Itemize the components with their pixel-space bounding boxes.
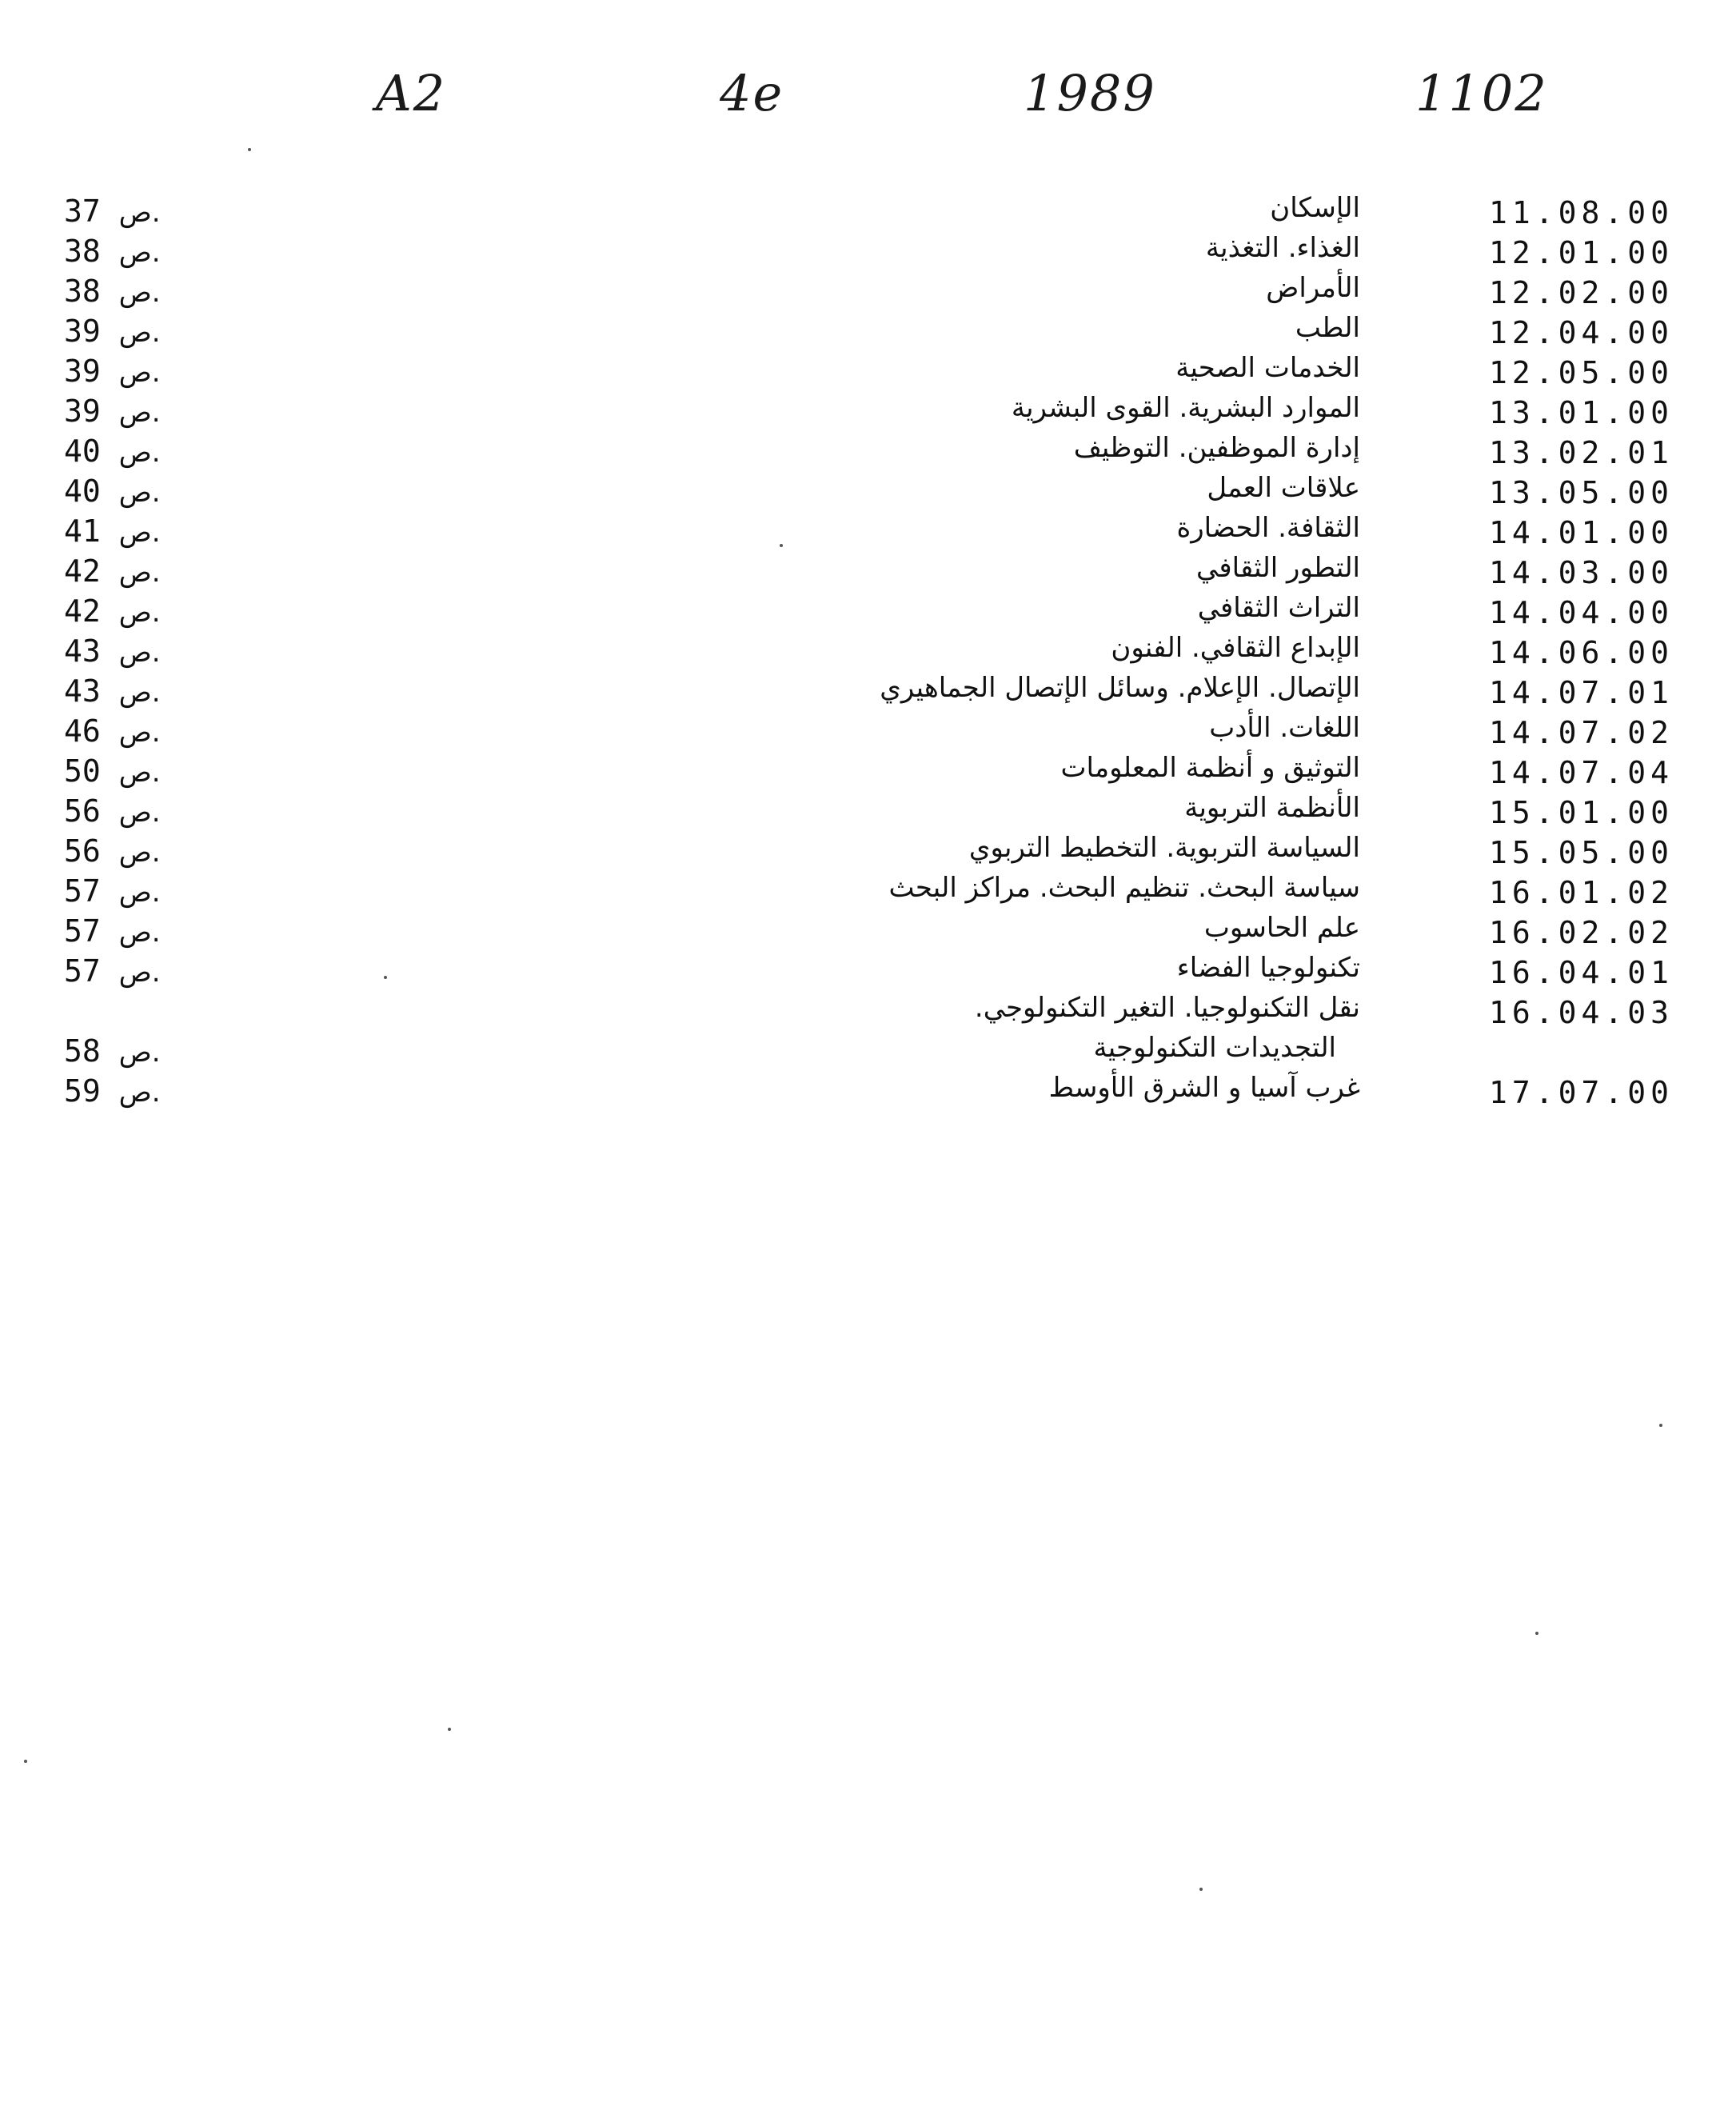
- index-row: [0, 872, 1736, 912]
- page-number: 50: [64, 753, 101, 789]
- page-reference: [64, 953, 161, 989]
- subject-title: الثقافة. الحضارة: [1176, 512, 1360, 544]
- handwritten-year: 1989: [1024, 64, 1156, 122]
- classification-code: 12.01.00: [1489, 235, 1674, 270]
- page-reference: [64, 234, 161, 269]
- index-row: [0, 552, 1736, 592]
- page-number: 40: [64, 474, 101, 509]
- subject-title: تكنولوجيا الفضاء: [1176, 952, 1360, 984]
- page-prefix: ص.: [118, 917, 161, 949]
- index-row: [0, 912, 1736, 952]
- page-number: 46: [64, 713, 101, 749]
- index-row: [0, 192, 1736, 232]
- subject-title: الغذاء. التغذية: [1205, 232, 1360, 264]
- page-reference: [64, 913, 161, 949]
- subject-title: التطور الثقافي: [1196, 552, 1360, 584]
- subject-title: الإسكان: [1270, 192, 1360, 224]
- page-prefix: ص.: [118, 317, 161, 349]
- scan-speck: [248, 148, 251, 151]
- page-prefix: ص.: [118, 637, 161, 669]
- index-list: [0, 192, 1736, 1112]
- classification-code: 13.01.00: [1489, 395, 1674, 430]
- subject-title: التراث الثقافي: [1197, 592, 1360, 624]
- index-row: [0, 712, 1736, 752]
- page-reference: [64, 713, 161, 749]
- subject-title: علاقات العمل: [1207, 472, 1360, 504]
- page-reference: [64, 553, 161, 589]
- classification-code: 12.04.00: [1489, 315, 1674, 350]
- page-prefix: ص.: [118, 797, 161, 829]
- page-reference: [64, 274, 161, 309]
- index-row: [0, 232, 1736, 272]
- page-prefix: ص.: [118, 757, 161, 789]
- page-number: 57: [64, 953, 101, 989]
- page-reference: [64, 673, 161, 709]
- classification-code: 15.01.00: [1489, 795, 1674, 830]
- page-prefix: ص.: [118, 877, 161, 909]
- page-reference: [64, 474, 161, 509]
- classification-code: 14.07.02: [1489, 715, 1674, 750]
- index-row: [0, 1072, 1736, 1112]
- scan-speck: [1199, 1888, 1203, 1891]
- subject-title: الأنظمة التربوية: [1184, 792, 1360, 824]
- subject-title: غرب آسيا و الشرق الأوسط: [1048, 1072, 1360, 1104]
- index-row: [0, 792, 1736, 832]
- index-row: [0, 352, 1736, 392]
- page-prefix: ص.: [118, 1037, 161, 1069]
- index-row: [0, 832, 1736, 872]
- classification-code: 14.06.00: [1489, 635, 1674, 670]
- page-reference: [64, 633, 161, 669]
- page-number: 37: [64, 194, 101, 229]
- page-prefix: ص.: [118, 197, 161, 229]
- classification-code: 14.04.00: [1489, 595, 1674, 630]
- index-row: [0, 472, 1736, 512]
- page-number: 39: [64, 314, 101, 349]
- page-prefix: ص.: [118, 357, 161, 389]
- index-row: [0, 632, 1736, 672]
- page-number: 42: [64, 553, 101, 589]
- page-prefix: ص.: [118, 237, 161, 269]
- subject-title: السياسة التربوية. التخطيط التربوي: [968, 832, 1360, 864]
- page-prefix: ص.: [118, 477, 161, 509]
- index-row: [0, 432, 1736, 472]
- page-prefix: ص.: [118, 677, 161, 709]
- page-prefix: ص.: [118, 557, 161, 589]
- index-row: [0, 952, 1736, 992]
- classification-code: 14.01.00: [1489, 515, 1674, 550]
- classification-code: 16.04.03: [1489, 995, 1674, 1030]
- classification-code: 16.04.01: [1489, 955, 1674, 990]
- classification-code: 12.05.00: [1489, 355, 1674, 390]
- scan-speck: [448, 1728, 451, 1731]
- page-number: 38: [64, 234, 101, 269]
- page-number: 39: [64, 354, 101, 389]
- page-reference: [64, 873, 161, 909]
- page-reference: [64, 1033, 161, 1069]
- page-reference: [64, 434, 161, 469]
- classification-code: 12.02.00: [1489, 275, 1674, 310]
- subject-title: الأمراض: [1266, 272, 1360, 304]
- page-reference: [64, 793, 161, 829]
- page-prefix: ص.: [118, 397, 161, 429]
- subject-title: نقل التكنولوجيا. التغير التكنولوجي.: [974, 992, 1360, 1024]
- page-reference: [64, 753, 161, 789]
- page-reference: [64, 514, 161, 549]
- subject-title: سياسة البحث. تنظيم البحث. مراكز البحث: [888, 872, 1360, 904]
- index-row: [0, 312, 1736, 352]
- index-row: [0, 752, 1736, 792]
- classification-code: 14.03.00: [1489, 555, 1674, 590]
- subject-title: الموارد البشرية. القوى البشرية: [1011, 392, 1360, 424]
- index-row: [0, 672, 1736, 712]
- page-reference: [64, 194, 161, 229]
- page-number: 40: [64, 434, 101, 469]
- page-reference: [64, 354, 161, 389]
- page-prefix: ص.: [118, 957, 161, 989]
- scan-speck: [1535, 1632, 1538, 1635]
- page-number: 39: [64, 394, 101, 429]
- page-prefix: ص.: [118, 277, 161, 309]
- classification-code: 13.05.00: [1489, 475, 1674, 510]
- page-number: 43: [64, 633, 101, 669]
- page-reference: [64, 394, 161, 429]
- scan-speck: [24, 1760, 27, 1763]
- subject-title: الخدمات الصحية: [1175, 352, 1360, 384]
- page-number: 42: [64, 593, 101, 629]
- handwritten-code: 1102: [1415, 64, 1548, 122]
- page-number: 57: [64, 913, 101, 949]
- subject-title: إدارة الموظفين. التوظيف: [1073, 432, 1360, 464]
- index-row: [0, 992, 1736, 1032]
- classification-code: 11.08.00: [1489, 195, 1674, 230]
- classification-code: 16.02.02: [1489, 915, 1674, 950]
- handwritten-mark-a: A2: [376, 64, 447, 122]
- index-row: [0, 272, 1736, 312]
- subject-title: الطب: [1295, 312, 1360, 344]
- index-row: [0, 512, 1736, 552]
- classification-code: 17.07.00: [1489, 1075, 1674, 1110]
- classification-code: 16.01.02: [1489, 875, 1674, 910]
- page-reference: [64, 593, 161, 629]
- scan-speck: [1659, 1424, 1662, 1427]
- subject-title: علم الحاسوب: [1203, 912, 1360, 944]
- page-number: 38: [64, 274, 101, 309]
- subject-title: التجديدات التكنولوجية: [1093, 1032, 1336, 1064]
- page-prefix: ص.: [118, 717, 161, 749]
- subject-title: التوثيق و أنظمة المعلومات: [1060, 752, 1360, 784]
- page-number: 58: [64, 1033, 101, 1069]
- page-prefix: ص.: [118, 437, 161, 469]
- page-number: 43: [64, 673, 101, 709]
- subject-title: الإبداع الثقافي. الفنون: [1111, 632, 1360, 664]
- subject-title: اللغات. الأدب: [1209, 712, 1360, 744]
- page-prefix: ص.: [118, 597, 161, 629]
- page-prefix: ص.: [118, 1077, 161, 1109]
- classification-code: 14.07.01: [1489, 675, 1674, 710]
- page-number: 56: [64, 833, 101, 869]
- page-reference: [64, 1073, 161, 1109]
- page-number: 56: [64, 793, 101, 829]
- index-row: [0, 392, 1736, 432]
- page-prefix: ص.: [118, 837, 161, 869]
- page-number: 59: [64, 1073, 101, 1109]
- scan-speck: [780, 544, 783, 547]
- handwritten-mark-b: 4e: [720, 64, 784, 122]
- classification-code: 13.02.01: [1489, 435, 1674, 470]
- page-number: 41: [64, 514, 101, 549]
- classification-code: 14.07.04: [1489, 755, 1674, 790]
- index-row: [0, 592, 1736, 632]
- page-reference: [64, 833, 161, 869]
- page-number: 57: [64, 873, 101, 909]
- classification-code: 15.05.00: [1489, 835, 1674, 870]
- scan-speck: [384, 976, 387, 979]
- subject-title: الإتصال. الإعلام. وسائل الإتصال الجماهيري: [880, 672, 1360, 704]
- page-reference: [64, 314, 161, 349]
- index-row: [0, 1032, 1736, 1072]
- page-prefix: ص.: [118, 517, 161, 549]
